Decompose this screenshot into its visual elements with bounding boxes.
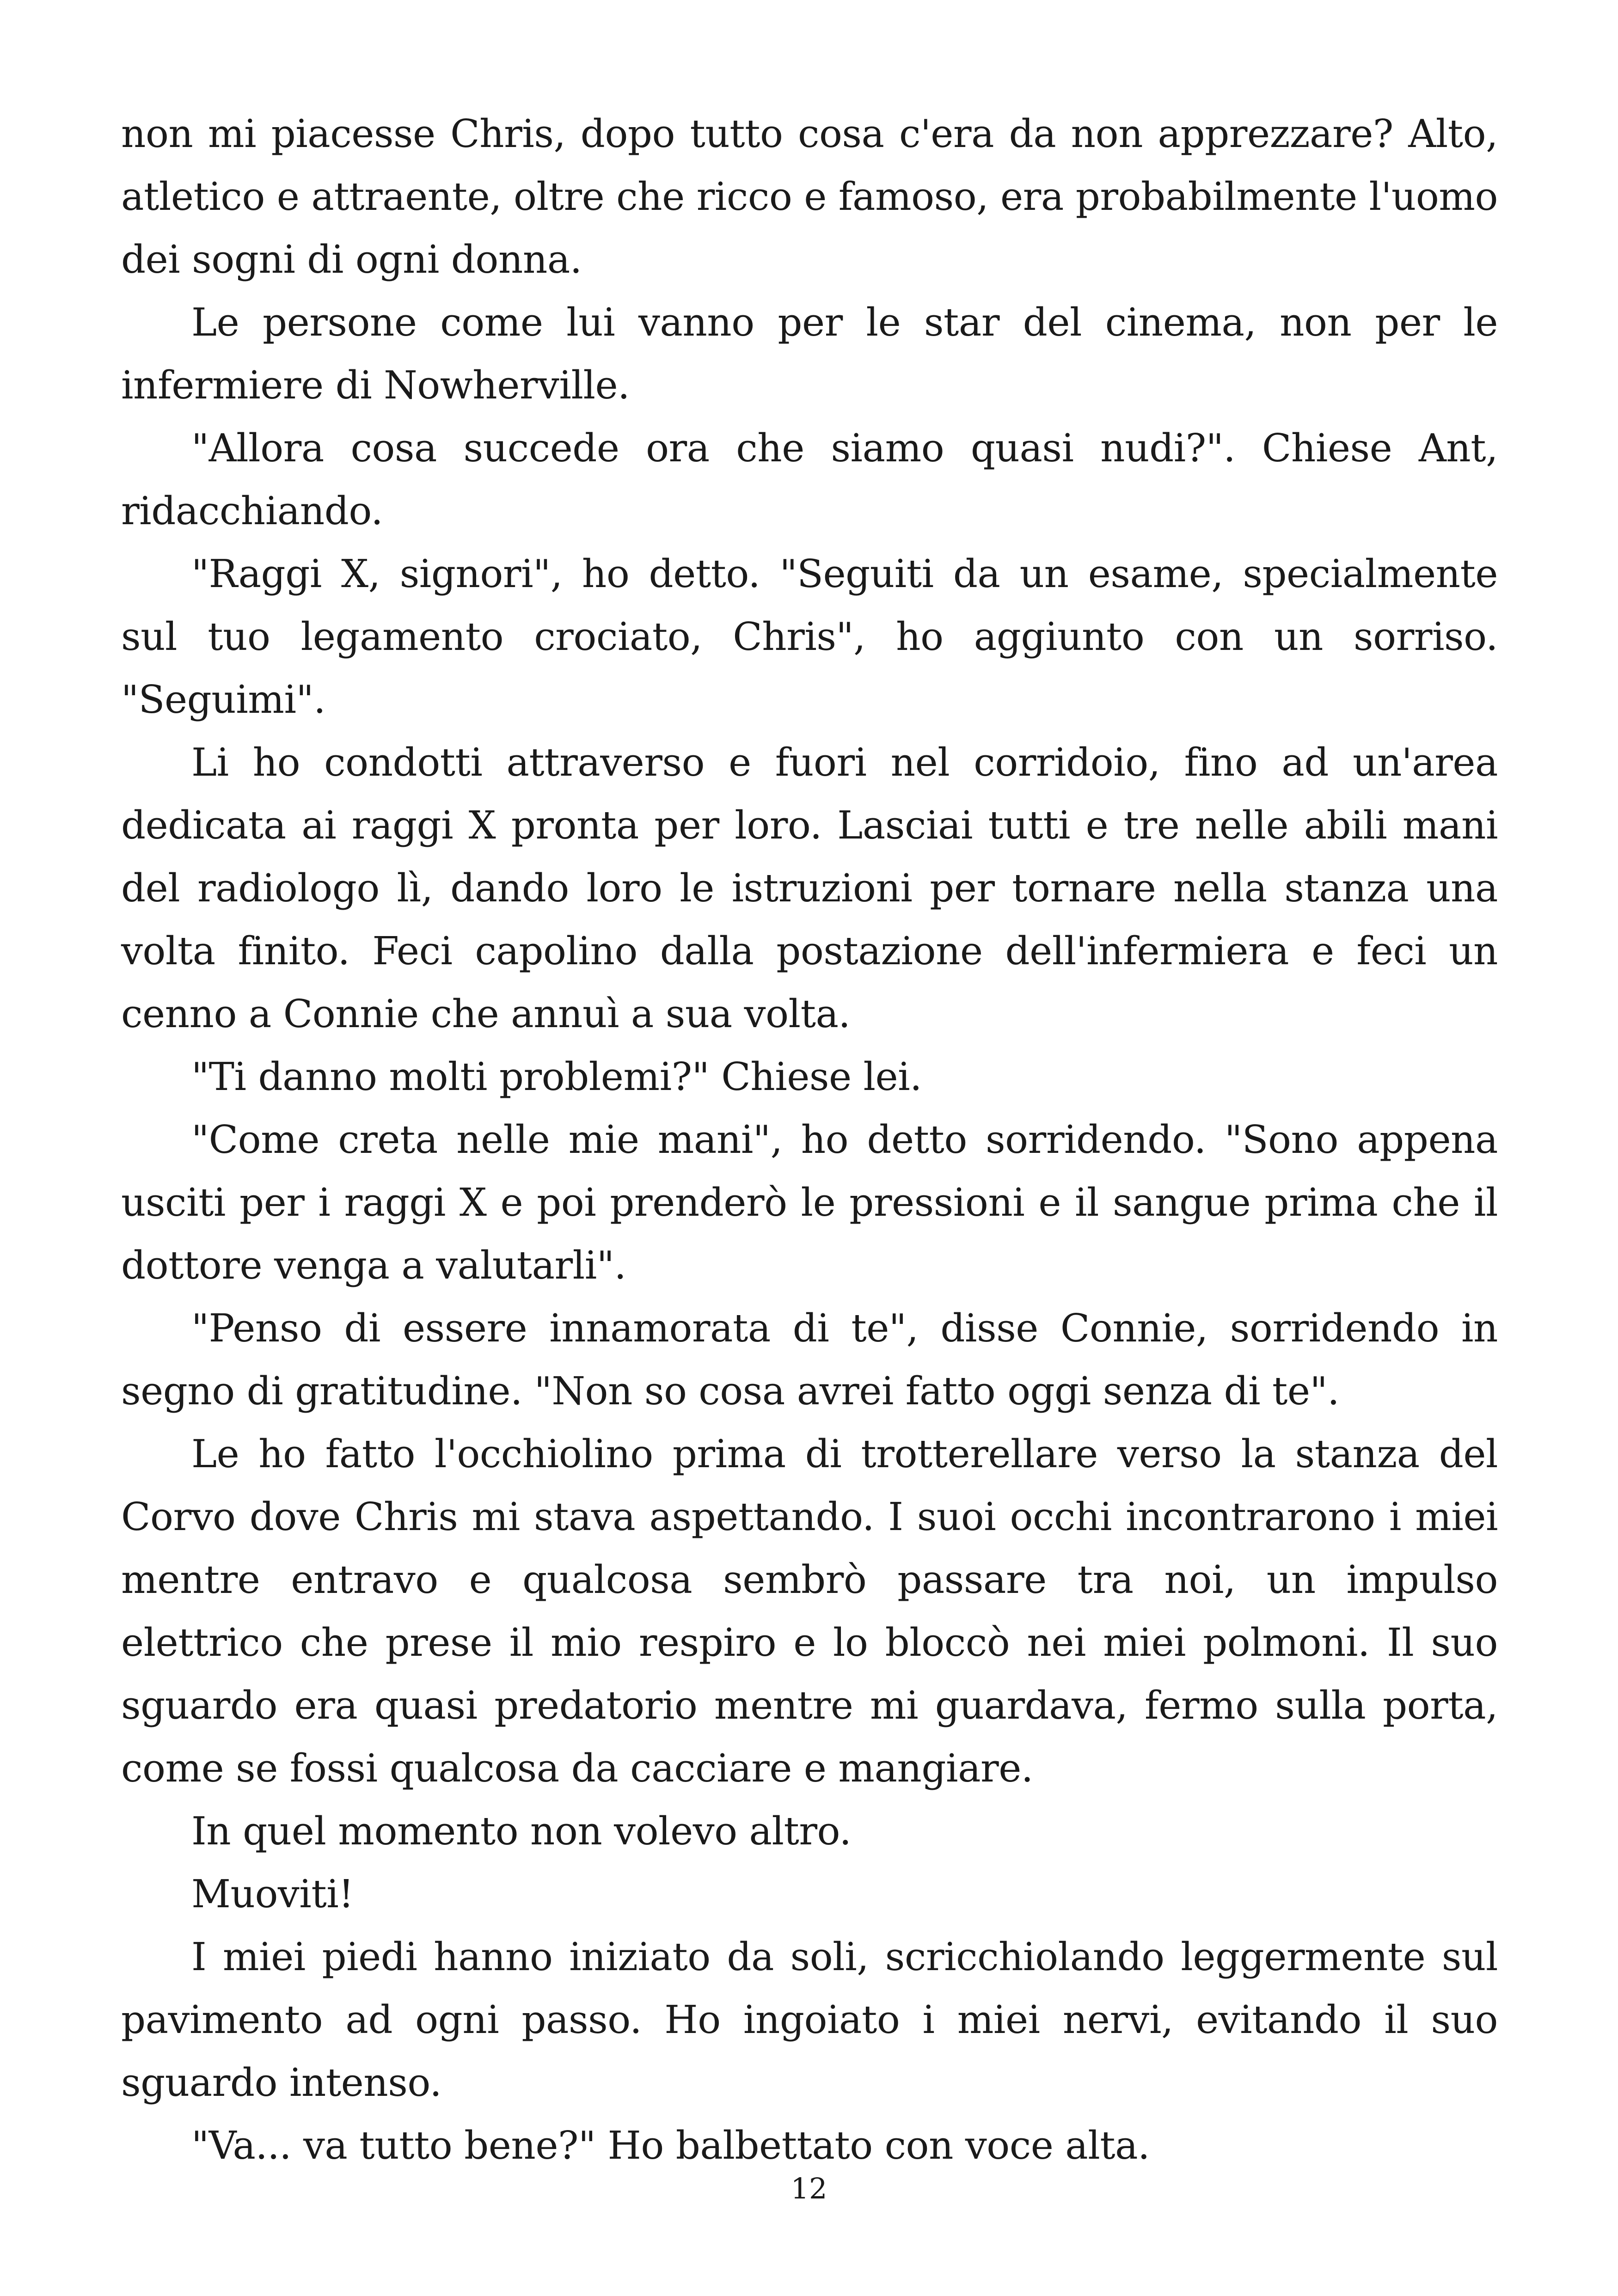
paragraph: Muoviti! [191, 1872, 354, 1916]
paragraph: Li ho condotti attraverso e fuori nel corridoio, fino ad un'area dedicata ai raggi X pronta per loro. Lasciai tutti e tre nelle abili mani del radiologo lì, dando loro le istruzioni per tornare nella stanza una volta finito. Feci capolino dalla postazione dell'infermiera e feci un cenno a Connie che annuì a sua volta. [121, 740, 1498, 1036]
paragraph: "Raggi X, signori", ho detto. "Seguiti da un esame, specialmente sul tuo legamento crociato, Chris", ho aggiunto con un sorriso. "Seguimi". [121, 551, 1498, 722]
paragraph: In quel momento non volevo altro. [191, 1809, 852, 1854]
paragraph: "Ti danno molti problemi?" Chiese lei. [191, 1054, 922, 1099]
paragraph: "Penso di essere innamorata di te", disse Connie, sorridendo in segno di gratitudine. "Non so cosa avrei fatto oggi senza di te". [121, 1306, 1498, 1414]
paragraph: "Allora cosa succede ora che siamo quasi nudi?". Chiese Ant, ridacchiando. [121, 426, 1498, 533]
body-text [121, 103, 1498, 2177]
paragraph: Le persone come lui vanno per le star del cinema, non per le infermiere di Nowherville. [121, 300, 1498, 408]
paragraph-continued: non mi piacesse Chris, dopo tutto cosa c'era da non apprezzare? Alto, atletico e attraente, oltre che ricco e famoso, era probabilmente l'uomo dei sogni di ogni donna. [121, 111, 1498, 282]
page-number: 12 [791, 2172, 827, 2205]
paragraph: I miei piedi hanno iniziato da soli, scricchiolando leggermente sul pavimento ad ogni passo. Ho ingoiato i miei nervi, evitando il suo sguardo intenso. [121, 1935, 1498, 2105]
paragraph: Le ho fatto l'occhiolino prima di trotterellare verso la stanza del Corvo dove Chris mi stava aspettando. I suoi occhi incontrarono i miei mentre entravo e qualcosa sembrò passare tra noi, un impulso elettrico che prese il mio respiro e lo bloccò nei miei polmoni. Il suo sguardo era quasi predatorio mentre mi guardava, fermo sulla porta, come se fossi qualcosa da cacciare e mangiare. [121, 1432, 1498, 1791]
paragraph: "Va... va tutto bene?" Ho balbettato con voce alta. [191, 2123, 1150, 2168]
paragraph: "Come creta nelle mie mani", ho detto sorridendo. "Sono appena usciti per i raggi X e poi prenderò le pressioni e il sangue prima che il dottore venga a valutarli". [121, 1117, 1498, 1288]
